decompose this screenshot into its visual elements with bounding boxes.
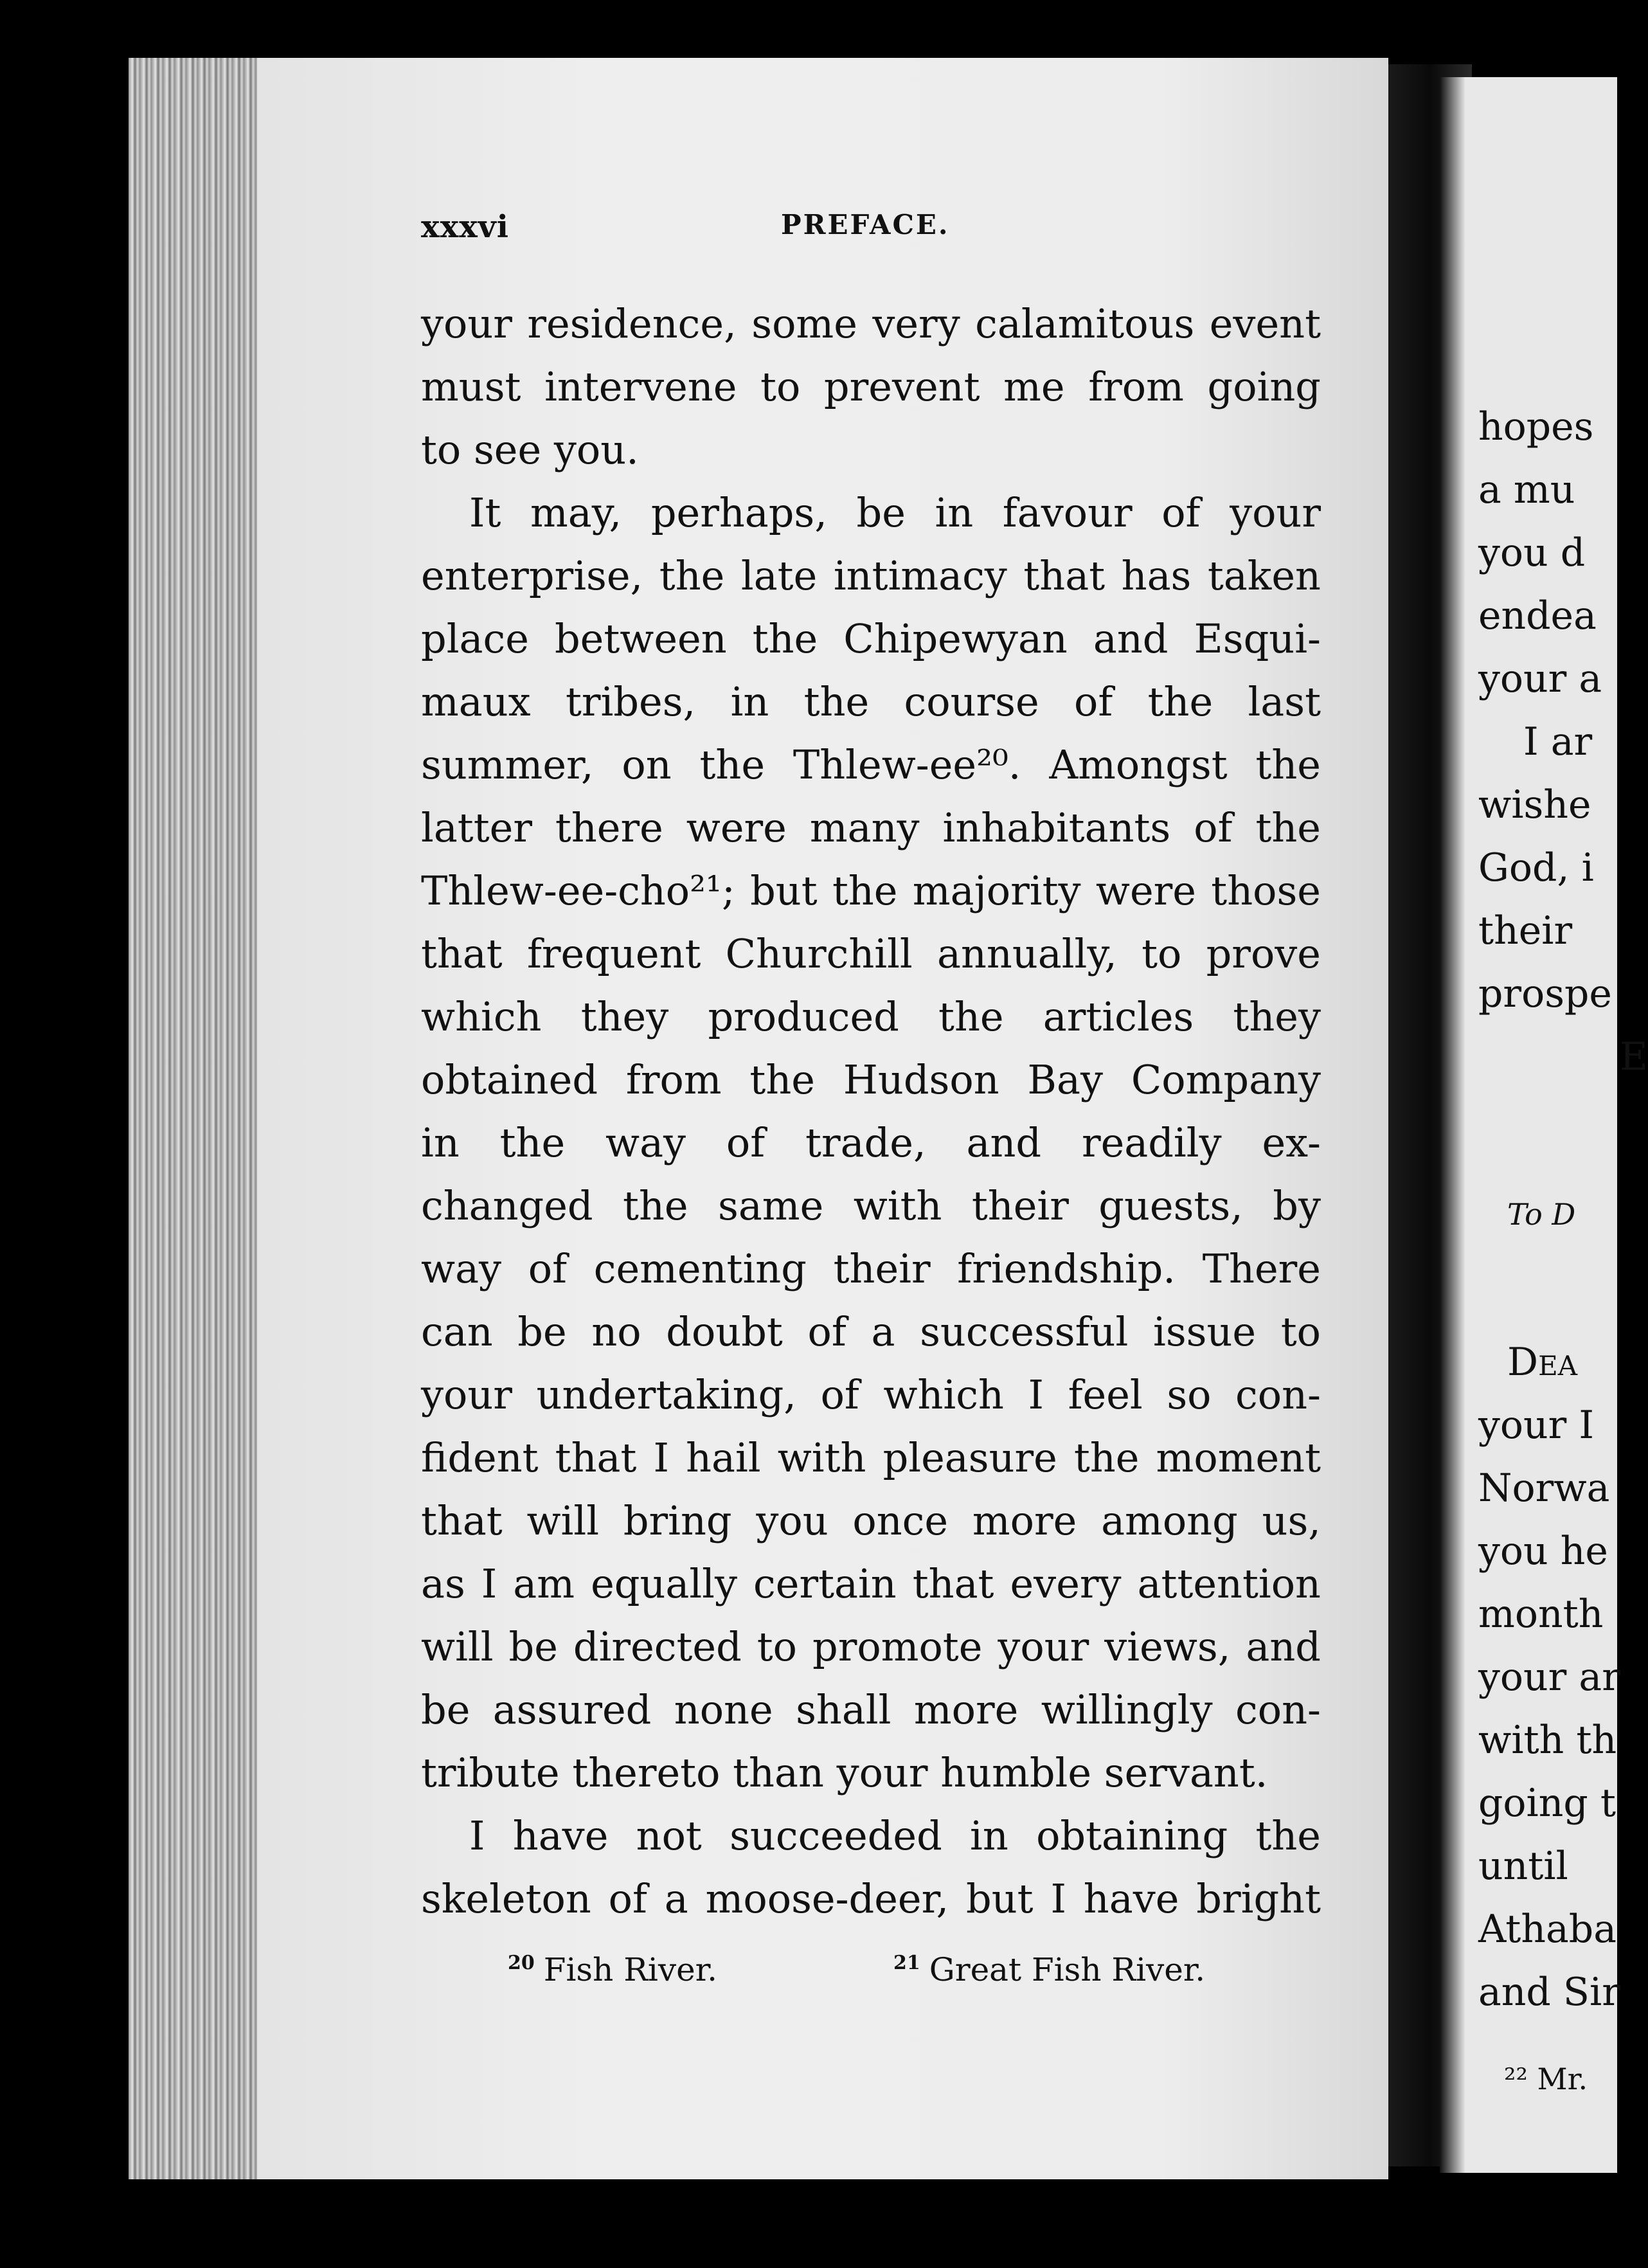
text-line: must intervene to prevent me from going [421,363,1321,410]
right-line: your ar [1478,1655,1620,1700]
text-line: to see you. [421,426,639,473]
text-line: can be no doubt of a successful issue to [421,1308,1321,1355]
text-line: changed the same with their guests, by [421,1182,1321,1229]
footnote-text: Great Fish River. [929,1951,1206,1988]
right-line: endea [1478,593,1597,638]
right-footnote: ²² Mr. [1504,2062,1588,2096]
text-line: maux tribes, in the course of the last [421,678,1321,725]
text-line: enterprise, the late intimacy that has taken [421,552,1321,599]
right-line: you he [1478,1529,1608,1574]
text-line: place between the Chipewyan and Esqui- [421,615,1321,662]
text-line: that will bring you once more among us, [421,1497,1321,1544]
text-line: that frequent Churchill annually, to prove [421,930,1321,977]
running-head [421,209,1321,254]
footnote [508,1951,717,1988]
right-line: month [1478,1592,1604,1637]
right-line: and Sir [1478,1970,1620,2015]
gutter-shadow [1440,77,1465,2173]
right-line: hopes [1478,404,1594,449]
right-line: your I [1478,1403,1595,1448]
right-line: your a [1478,656,1602,701]
right-line: I ar [1523,719,1593,764]
footnote-mark: 20 [508,1952,535,1974]
text-line: which they produced the articles they [421,993,1321,1040]
footnote [893,1951,1205,1988]
page-edges [129,58,257,2179]
text-line: summer, on the Thlew-ee²⁰. Amongst the [421,741,1321,788]
right-line: you d [1478,530,1586,575]
text-line: obtained from the Hudson Bay Company [421,1056,1321,1103]
right-line: until [1478,1844,1568,1889]
right-line: God, i [1478,845,1594,890]
right-line: Athaba [1478,1907,1617,1952]
text-line: It may, perhaps, be in favour of your [469,489,1321,536]
text-line: I have not succeeded in obtaining the [469,1812,1321,1859]
right-line: going t [1478,1781,1616,1826]
text-line: will be directed to promote your views, and [421,1623,1321,1670]
right-line: E [1620,1034,1648,1079]
text-line: your residence, some very calamitous event [421,300,1321,347]
text-line: latter there were many inhabitants of the [421,804,1321,851]
right-line: a mu [1478,467,1575,512]
right-line: wishe [1478,782,1591,827]
text-line: skeleton of a moose-deer, but I have bright [421,1875,1321,1922]
text-line: tribute thereto than your humble servant. [421,1749,1268,1796]
text-line: fident that I hail with pleasure the moment [421,1434,1321,1481]
text-line: as I am equally certain that every attention [421,1560,1321,1607]
right-line: prospe [1478,971,1612,1016]
page-number: xxxvi [421,209,509,245]
running-title: PREFACE. [781,209,950,240]
text-line: way of cementing their friendship. There [421,1245,1321,1292]
footnote-text: Fish River. [543,1951,717,1988]
text-line: be assured none shall more willingly con- [421,1686,1321,1733]
text-line: Thlew-ee-cho²¹; but the majority were those [421,867,1321,914]
text-line: your undertaking, of which I feel so con- [421,1371,1321,1418]
right-line: their [1478,908,1573,953]
right-page [1440,77,1648,2173]
right-line: Norwa [1478,1466,1610,1511]
body-text [421,292,1321,1931]
footnote-mark: 21 [893,1952,920,1974]
right-line: To D [1507,1197,1576,1232]
right-line: with th [1478,1718,1617,1763]
text-line: in the way of trade, and readily ex- [421,1119,1321,1166]
right-line: Dea [1507,1340,1578,1385]
